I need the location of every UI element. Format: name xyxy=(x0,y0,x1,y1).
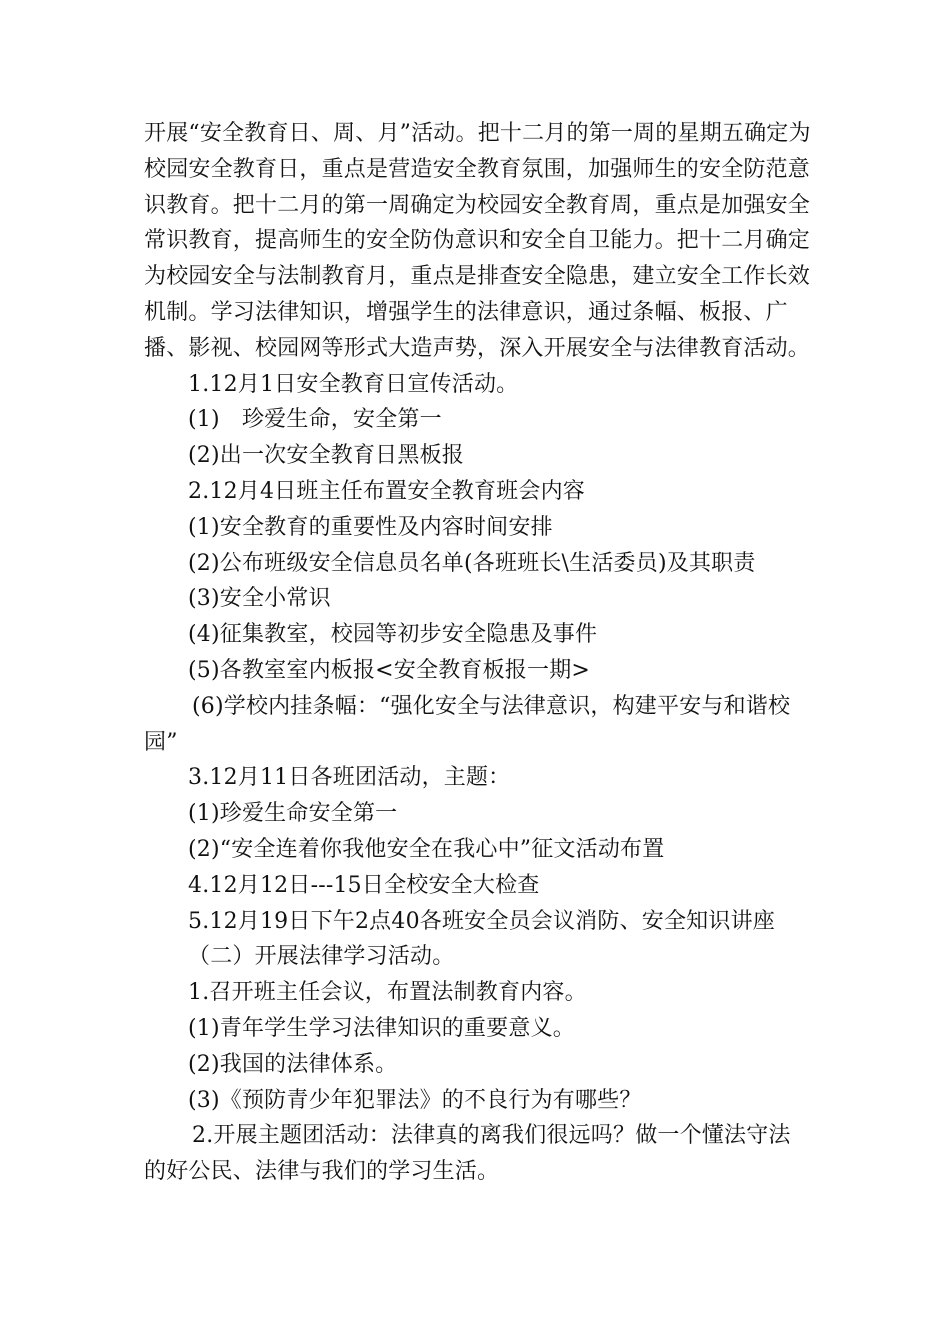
section-item-1: 1.12月1日安全教育日宣传活动。 xyxy=(188,371,519,397)
intro-paragraph: 开展“安全教育日、周、月”活动。把十二月的第一周的星期五确定为校园安全教育日，重点是营造安全教育氛围，加强师生的安全防范意识教育。把十二月的第一周确定为校园安全教育周，重点是加强安全常识教育，提高师生的安全防伪意识和安全自卫能力。把十二月确定为校园安全与法制教育月，重点是排查安全隐患，建立安全工作长效机制。学习法律知识，增强学生的法律意识，通过条幅、板报、广播、影视、校园网等形式大造声势，深入开展安全与法律教育活动。 xyxy=(144,121,811,361)
sub-item-1-2: (2)出一次安全教育日黑板报 xyxy=(188,443,464,469)
section-heading-2: （二）开展法律学习活动。 xyxy=(188,944,455,970)
sub-item-1-1: (1) 珍爱生命，安全第一 xyxy=(188,407,442,433)
law-sub-item-2: (2)我国的法律体系。 xyxy=(188,1051,398,1077)
sub-item-2-6: (6)学校内挂条幅：“强化安全与法律意识，构建平安与和谐校园” xyxy=(144,693,791,755)
law-sub-item-3: (3)《预防青少年犯罪法》的不良行为有哪些？ xyxy=(188,1087,642,1113)
law-item-2: 2.开展主题团活动：法律真的离我们很远吗？做一个懂法守法的好公民、法律与我们的学习生活。 xyxy=(144,1123,791,1185)
sub-item-2-5: (5)各教室室内板报<安全教育板报一期> xyxy=(188,657,591,683)
section-item-4: 4.12月12日---15日全校安全大检查 xyxy=(188,872,540,898)
section-item-5: 5.12月19日下午2点40各班安全员会议消防、安全知识讲座 xyxy=(188,908,775,934)
sub-item-2-4: (4)征集教室，校园等初步安全隐患及事件 xyxy=(188,622,598,648)
law-sub-item-1: (1)青年学生学习法律知识的重要意义。 xyxy=(188,1015,575,1041)
document-body xyxy=(144,116,812,1190)
sub-item-3-2: (2)“安全连着你我他安全在我心中”征文活动布置 xyxy=(188,836,665,862)
sub-item-3-1: (1)珍爱生命安全第一 xyxy=(188,801,398,827)
sub-item-2-3: (3)安全小常识 xyxy=(188,586,331,612)
law-item-1: 1.召开班主任会议，布置法制教育内容。 xyxy=(188,980,587,1006)
section-item-2: 2.12月4日班主任布置安全教育班会内容 xyxy=(188,478,585,504)
sub-item-2-2: (2)公布班级安全信息员名单(各班班长\生活委员)及其职责 xyxy=(188,550,756,576)
section-item-3: 3.12月11日各班团活动，主题： xyxy=(188,765,511,791)
sub-item-2-1: (1)安全教育的重要性及内容时间安排 xyxy=(188,514,553,540)
